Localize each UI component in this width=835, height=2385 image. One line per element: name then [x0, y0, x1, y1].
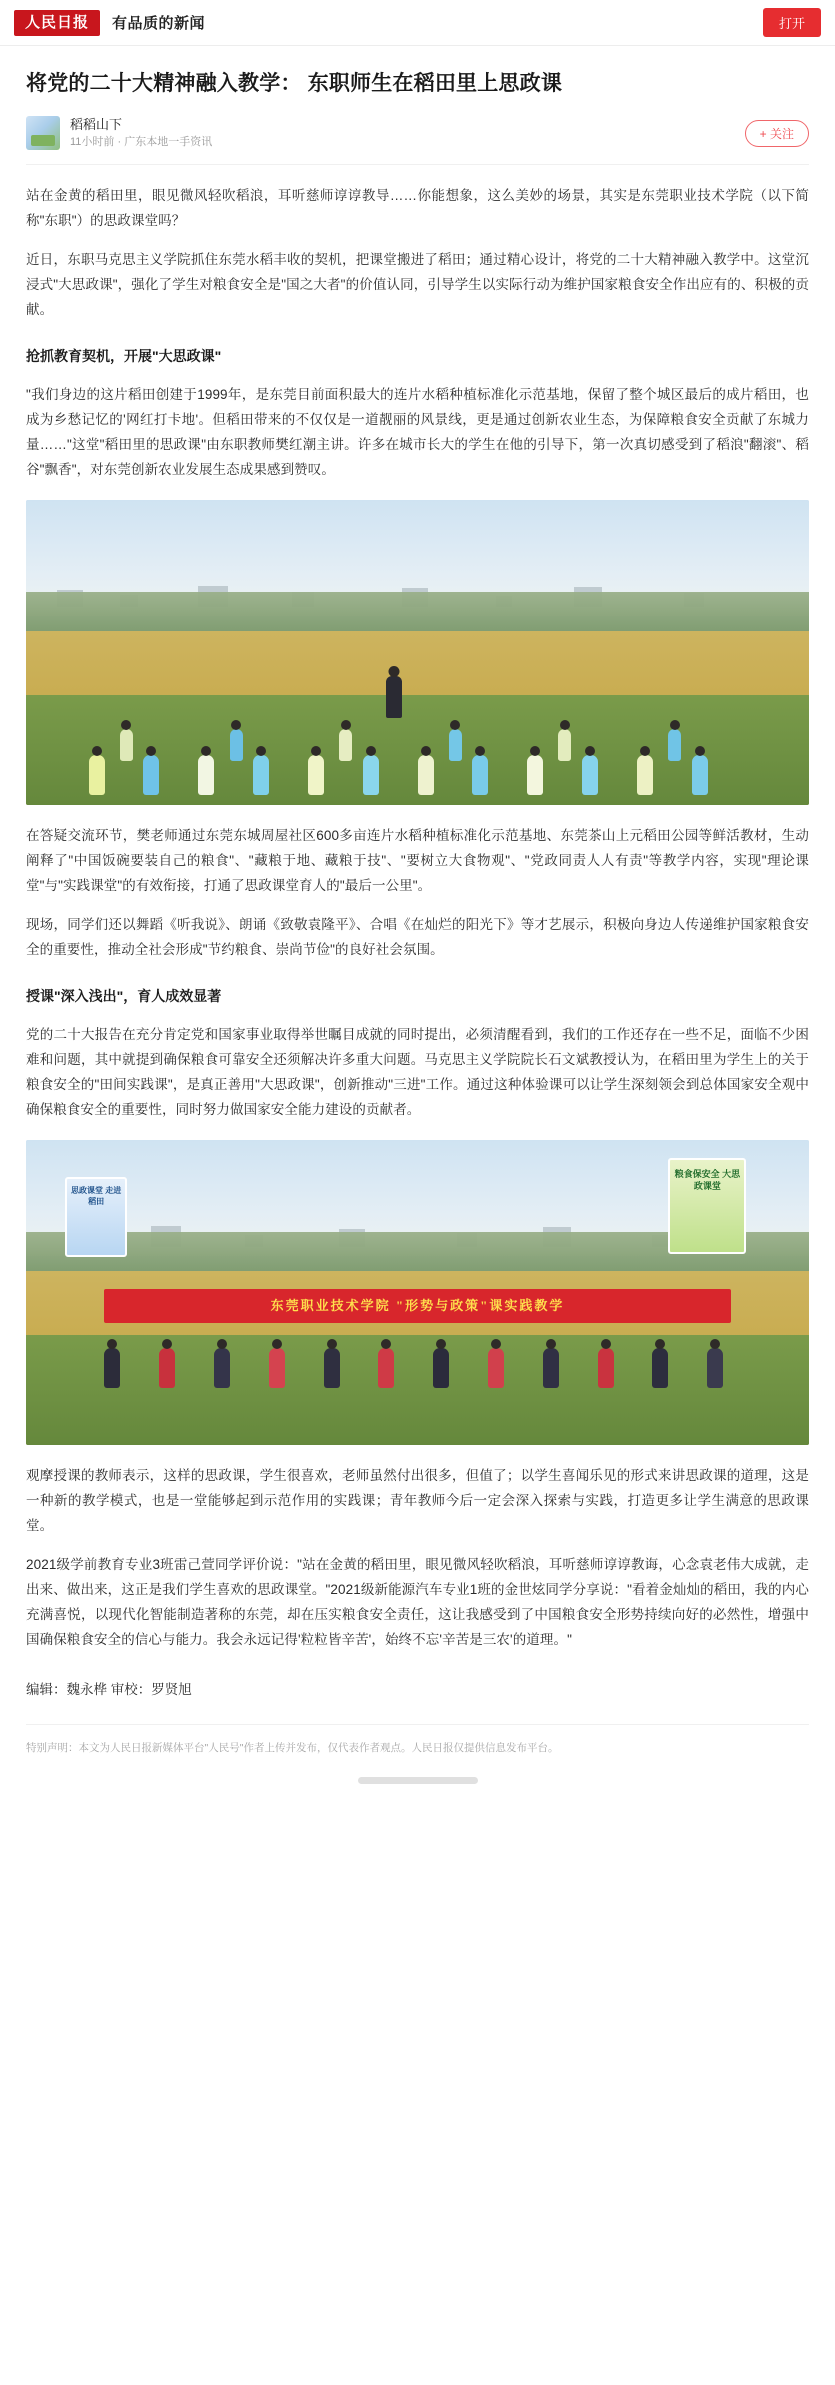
paragraph-4: 在答疑交流环节，樊老师通过东莞东城周屋社区600多亩连片水稻种植标准化示范基地、东莞茶山上元稻田公园等鲜活教材，生动阐释了"中国饭碗要装自己的粮食"、"藏粮于地、藏粮于技"、"要树立大食物观"、"党政同责人人有责"等教学内容，实现"理论课堂"与"实践课堂"的有效衔接，打通了思政课堂育人的"最后一公里"。: [26, 828, 809, 893]
subheading-1: 抢抓教育契机，开展"大思政课": [26, 348, 222, 364]
students-group-1: [26, 637, 809, 805]
author-name[interactable]: 稻稻山下: [70, 117, 123, 132]
page-title: 将党的二十大精神融入教学： 东职师生在稻田里上思政课: [26, 72, 563, 95]
home-indicator: [358, 1777, 478, 1784]
brand-slogan: 有品质的新闻: [112, 15, 206, 32]
paragraph-2: 近日，东职马克思主义学院抓住东莞水稻丰收的契机，把课堂搬进了稻田；通过精心设计，将党的二十大精神融入教学中。这堂沉浸式"大思政课"，强化了学生对粮食安全是"国之大者"的价值认同，引导学生以实际行动为维护国家粮食安全作出应有的、积极的贡献。: [26, 252, 809, 317]
top-bar: [0, 0, 835, 46]
paragraph-1: 站在金黄的稻田里，眼见微风轻吹稻浪，耳听慈师谆谆教导……你能想象，这么美妙的场景，其实是东莞职业技术学院（以下简称"东职"）的思政课堂吗？: [26, 188, 809, 228]
event-banner: 东莞职业技术学院 "形势与政策"课实践教学: [104, 1289, 730, 1323]
byline-text: [70, 116, 212, 150]
editor-credits: 编辑：魏永桦 审校：罗贤旭: [26, 1682, 192, 1697]
paragraph-3: "我们身边的这片稻田创建于1999年，是东莞目前面积最大的连片水稻种植标准化示范基地，保留了整个城区最后的成片稻田，也成为乡愁记忆的'网红打卡地'。但稻田带来的不仅仅是一道靓丽的风景线，更是通过创新农业生态，为保障粮食安全贡献了东城力量……"这堂"稻田里的思政课"由东职教师樊红潮主讲。许多在城市长大的学生在他的引导下，第一次真切感受到了稻浪"翻滚"、稻谷"飘香"，对东莞创新农业发展生态成果感到赞叹。: [26, 387, 809, 477]
banner-poster-right: 粮食保安全 大思政课堂: [668, 1158, 746, 1254]
treeline-layer: [26, 592, 809, 632]
publish-meta: 11小时前 · 广东本地一手资讯: [70, 136, 213, 148]
follow-button[interactable]: + 关注: [745, 120, 809, 147]
subheading-2: 授课"深入浅出"，育人成效显著: [26, 988, 222, 1004]
paragraph-6: 党的二十大报告在充分肯定党和国家事业取得举世瞩目成就的同时提出，必须清醒看到，我们的工作还存在一些不足，面临不少困难和问题，其中就提到确保粮食可靠安全还须解决许多重大问题。马克思主义学院院长石文斌教授认为，在稻田里为学生上的关于粮食安全的"田间实践课"，是真正善用"大思政课"，创新推动"三进"工作。通过这种体验课可以让学生深刻领会到总体国家安全观中确保粮食安全的重要性，同时努力做国家安全能力建设的贡献者。: [26, 1027, 809, 1117]
photo-frame-1: [26, 500, 809, 805]
article-body: [0, 46, 835, 1800]
photo-frame-2: [26, 1140, 809, 1445]
byline: [26, 116, 809, 165]
article-photo-1[interactable]: [26, 500, 809, 805]
bottom-indicator-wrap: [26, 1767, 809, 1800]
paragraph-7: 观摩授课的教师表示，这样的思政课，学生很喜欢，老师虽然付出很多，但值了；以学生喜闻乐见的形式来讲思政课的道理，这是一种新的教学模式，也是一堂能够起到示范作用的实践课；青年教师今后一定会深入探索与实践，打造更多让学生满意的思政课堂。: [26, 1468, 809, 1533]
disclaimer-text: 特别声明：本文为人民日报新媒体平台"人民号"作者上传并发布，仅代表作者观点。人民日报仅提供信息发布平台。: [26, 1724, 809, 1767]
paragraph-5: 现场，同学们还以舞蹈《听我说》、朗诵《致敬袁隆平》、合唱《在灿烂的阳光下》等才艺展示，积极向身边人传递维护国家粮食安全的重要性，推动全社会形成"节约粮食、崇尚节俭"的良好社会氛围。: [26, 917, 809, 957]
article-photo-2[interactable]: [26, 1140, 809, 1445]
avatar[interactable]: [26, 116, 60, 150]
teacher-figure: [386, 676, 402, 718]
banner-poster-left: 思政课堂 走进稻田: [65, 1177, 127, 1257]
brand-logo[interactable]: 人民日报: [14, 10, 100, 36]
open-app-button[interactable]: 打开: [763, 8, 821, 37]
paragraph-8: 2021级学前教育专业3班雷己萱同学评价说："站在金黄的稻田里，眼见微风轻吹稻浪，耳听慈师谆谆教诲，心念袁老伟大成就，走出来、做出来，这正是我们学生喜欢的思政课堂。"2021级新能源汽车专业1班的金世炫同学分享说："看着金灿灿的稻田，我的内心充满喜悦，以现代化智能制造著称的东莞，却在压实粮食安全责任，这让我感受到了中国粮食安全形势持续向好的必然性，增强中国确保粮食安全的信心与能力。我会永远记得'粒粒皆辛苦'，始终不忘'辛苦是三农'的道理。": [26, 1557, 809, 1647]
